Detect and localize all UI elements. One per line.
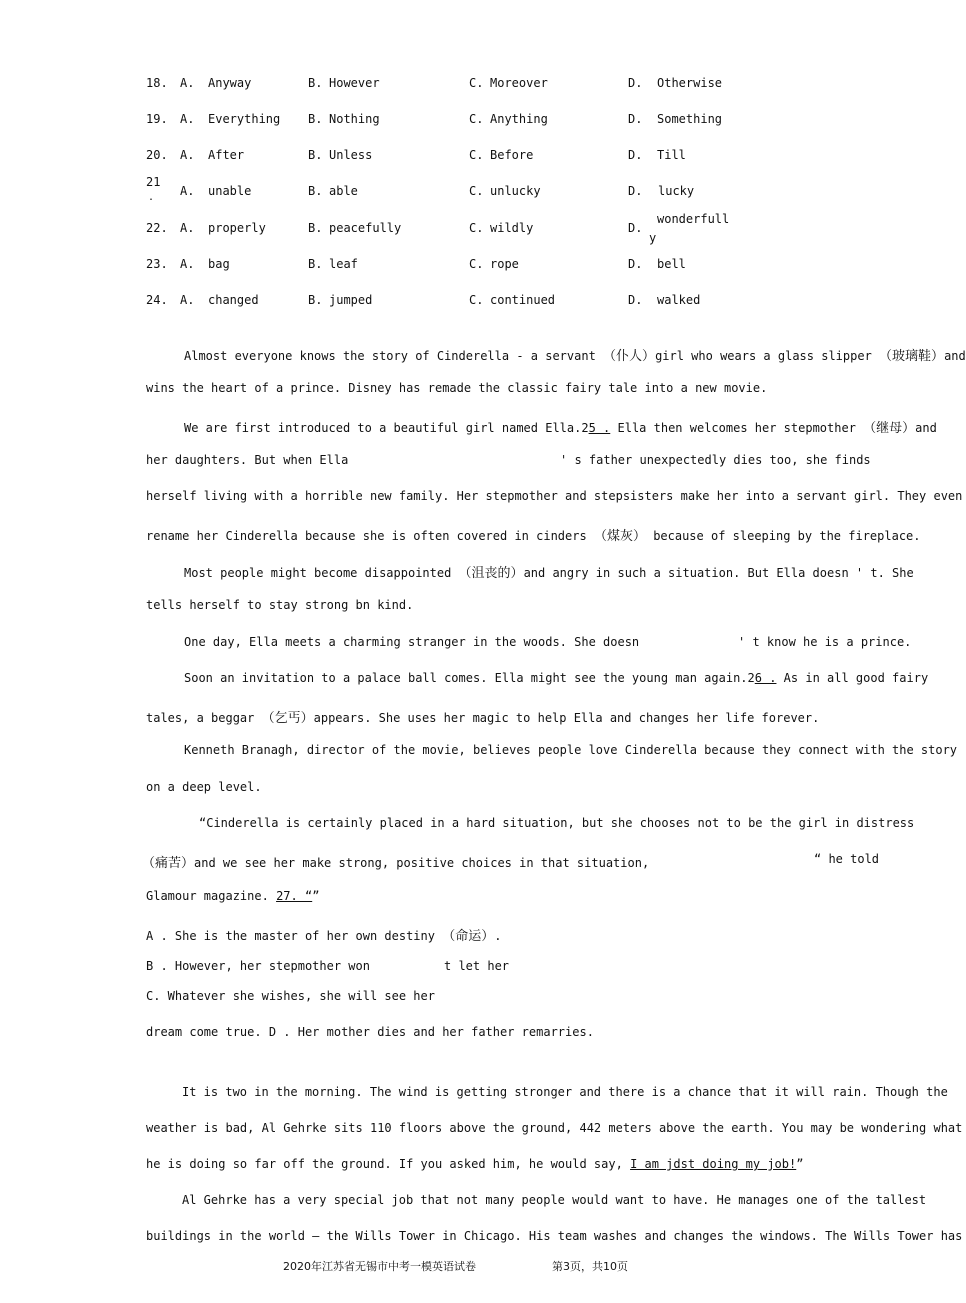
text: rename her Cinderella because she is often covered in cinders (146, 529, 587, 543)
passage-line (184, 417, 937, 436)
text-cn: （乞丐） (261, 711, 314, 726)
passage-line: One day, Ella meets a charming stranger in the woods. She doesn (184, 635, 640, 649)
option-label: A. (180, 148, 195, 162)
option-label: D. (628, 184, 643, 198)
text-cn: （煤灰） (593, 529, 646, 544)
option-c: Before (490, 148, 534, 162)
option-line: B . However, her stepmother won (146, 959, 370, 973)
option-d: wonderfull (657, 212, 730, 226)
text: and (944, 349, 966, 363)
option-c: Anything (490, 112, 548, 126)
option-label: B. (308, 221, 323, 235)
question-number: 19. (146, 112, 168, 126)
option-label: C. (469, 257, 484, 271)
passage-line: “Cinderella is certainly placed in a hard situation, but she chooses not to be the girl in distress (199, 816, 915, 830)
option-label: C. (469, 76, 484, 90)
option-label: B. (308, 112, 323, 126)
option-d: Till (657, 148, 686, 162)
text: girl who wears a glass slipper (655, 349, 872, 363)
option-b: peacefully (329, 221, 402, 235)
option-label: C. (469, 293, 484, 307)
option-c: continued (490, 293, 556, 307)
option-line: dream come true. D . Her mother dies and her father remarries. (146, 1025, 594, 1039)
page-number: 第3页，共10页 (552, 1260, 628, 1273)
text: and we see her make strong, positive choices in that situation, (194, 856, 650, 870)
text: Soon an invitation to a palace ball comes. Ella might see the young man again.2 (184, 671, 755, 685)
passage-line: It is two in the morning. The wind is getting stronger and there is a chance that it will rain. Though the (182, 1085, 948, 1099)
option-c: rope (490, 257, 519, 271)
option-label: D. (628, 76, 643, 90)
option-b: Nothing (329, 112, 380, 126)
question-number: 24. (146, 293, 168, 307)
passage-line (146, 525, 921, 544)
option-a: properly (208, 221, 266, 235)
option-label: A. (180, 76, 195, 90)
text: tales, a beggar (146, 711, 255, 725)
text-cn: （痛苦） (142, 856, 195, 871)
option-line: C. Whatever she wishes, she will see her (146, 989, 435, 1003)
footer-title: 2020年江苏省无锡市中考一模英语试卷 (283, 1260, 476, 1273)
option-d: Something (657, 112, 723, 126)
underlined-text: I am jdst doing my job! (630, 1157, 797, 1171)
option-d: walked (657, 293, 701, 307)
text: Most people might become disappointed (184, 566, 452, 580)
blank-25: 5 . (588, 421, 611, 435)
option-b: leaf (329, 257, 358, 271)
option-a: changed (208, 293, 259, 307)
option-label: C. (469, 221, 484, 235)
question-number: 20. (146, 148, 168, 162)
option-d-wrap: y (649, 231, 657, 245)
passage-line: Kenneth Branagh, director of the movie, believes people love Cinderella because they connect with the story (184, 743, 958, 757)
passage-line (146, 1157, 803, 1171)
option-b: jumped (329, 293, 373, 307)
option-label: A. (180, 221, 195, 235)
option-label: D. (628, 293, 643, 307)
option-label: A. (180, 112, 195, 126)
option-a: Everything (208, 112, 281, 126)
passage-line (184, 671, 928, 685)
passage-line (184, 562, 914, 581)
passage-line: ' t know he is a prince. (738, 635, 912, 649)
text: We are first introduced to a beautiful girl named Ella.2 (184, 421, 589, 435)
blank-26: 6 . (754, 671, 777, 685)
option-label: A. (180, 257, 195, 271)
option-d: lucky (658, 184, 695, 198)
passage-line (184, 345, 966, 364)
option-b: Unless (329, 148, 373, 162)
text: . (494, 929, 502, 943)
option-label: B. (308, 184, 323, 198)
text: ” (796, 1157, 804, 1171)
option-b: However (329, 76, 380, 90)
passage-line: ' s father unexpectedly dies too, she finds (560, 453, 871, 467)
passage-line: Al Gehrke has a very special job that not many people would want to have. He manages one of the tallest (182, 1193, 927, 1207)
option-d: bell (657, 257, 686, 271)
passage-line: “ he told (814, 852, 880, 866)
option-line: t let her (444, 959, 510, 973)
text-cn: （沮丧的） (458, 566, 524, 581)
text-cn: （命运） (442, 929, 495, 944)
question-number-dot: . (148, 192, 155, 203)
option-label: A. (180, 184, 195, 198)
option-label: B. (308, 293, 323, 307)
text: Glamour magazine. (146, 889, 269, 903)
question-number: 23. (146, 257, 168, 271)
text: he is doing so far off the ground. If you asked him, he would say, (146, 1157, 623, 1171)
text: Almost everyone knows the story of Cinderella - a servant (184, 349, 596, 363)
option-line (146, 925, 501, 944)
option-a: bag (208, 257, 230, 271)
question-number: 18. (146, 76, 168, 90)
option-label: B. (308, 76, 323, 90)
text: As in all good fairy (783, 671, 929, 685)
option-label: B. (308, 257, 323, 271)
text-cn: （仆人） (603, 349, 656, 364)
text: and (915, 421, 937, 435)
passage-line (146, 889, 319, 903)
passage-line: wins the heart of a prince. Disney has remade the classic fairy tale into a new movie. (146, 381, 768, 395)
question-number: 21 (146, 175, 161, 189)
question-number: 22. (146, 221, 168, 235)
option-d: Otherwise (657, 76, 723, 90)
option-label: B. (308, 148, 323, 162)
option-a: After (208, 148, 245, 162)
passage-line (146, 707, 819, 726)
passage-line: herself living with a horrible new family. Her stepmother and stepsisters make her into a servant girl. They even (146, 489, 963, 503)
text: A . She is the master of her own destiny (146, 929, 435, 943)
option-c: unlucky (490, 184, 541, 198)
passage-line: her daughters. But when Ella (146, 453, 349, 467)
option-label: C. (469, 184, 484, 198)
option-b: able (329, 184, 358, 198)
option-label: C. (469, 112, 484, 126)
passage-line: on a deep level. (146, 780, 262, 794)
option-a: unable (208, 184, 252, 198)
option-label: A. (180, 293, 195, 307)
blank-27: 27. “ (276, 889, 313, 903)
option-c: Moreover (490, 76, 548, 90)
passage-line: buildings in the world — the Wills Tower in Chicago. His team washes and changes the windows. The Wills Tower has (146, 1229, 963, 1243)
text: and angry in such a situation. But Ella doesn ' t. She (523, 566, 914, 580)
option-label: D. (628, 257, 643, 271)
text-cn: （继母） (863, 421, 916, 436)
option-c: wildly (490, 221, 534, 235)
option-label: D. (628, 112, 643, 126)
text-cn: （玻璃鞋） (879, 349, 945, 364)
passage-line: weather is bad, Al Gehrke sits 110 floors above the ground, 442 meters above the earth. You may be wondering what (146, 1121, 963, 1135)
text: Ella then welcomes her stepmother (617, 421, 856, 435)
option-label: C. (469, 148, 484, 162)
text: because of sleeping by the fireplace. (653, 529, 921, 543)
option-label: D. (628, 148, 643, 162)
text: ” (312, 889, 320, 903)
passage-line (142, 852, 649, 871)
option-label: D. (628, 221, 643, 235)
passage-line: tells herself to stay strong bn kind. (146, 598, 414, 612)
text: appears. She uses her magic to help Ella and changes her life forever. (313, 711, 820, 725)
option-a: Anyway (208, 76, 252, 90)
